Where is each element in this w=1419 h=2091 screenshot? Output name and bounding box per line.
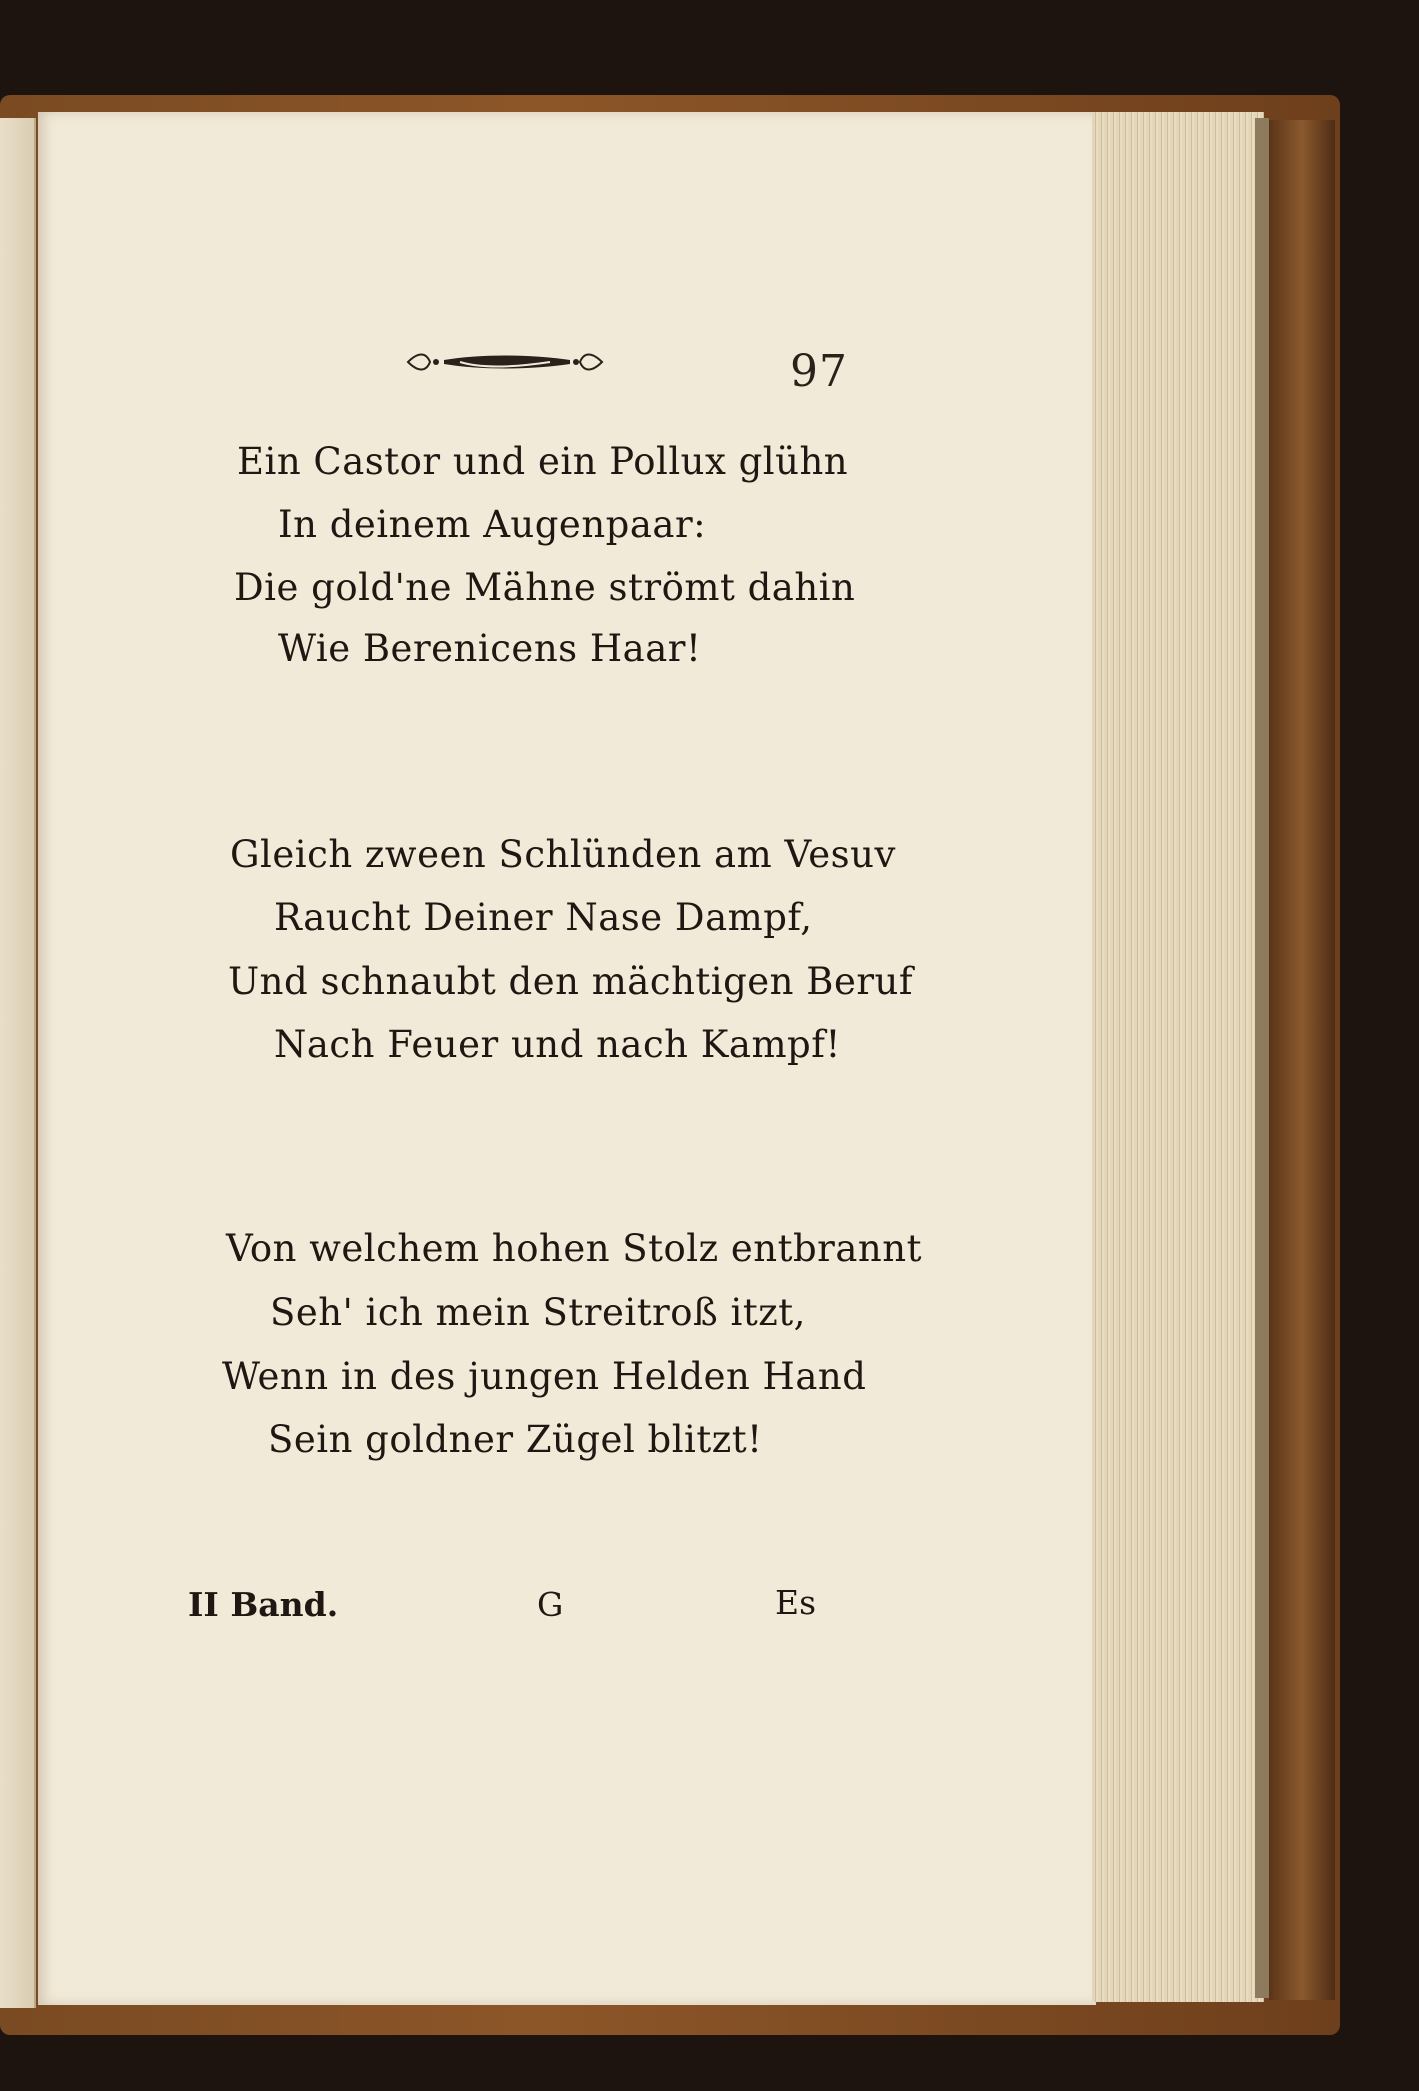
left-page-edge [0, 118, 36, 2008]
poem-line: Und schnaubt den mächtigen Beruf [228, 960, 914, 1003]
page-edges-shade [1255, 118, 1269, 1998]
poem-line: Wie Berenicens Haar! [278, 627, 702, 670]
catchword: Es [775, 1583, 817, 1622]
poem-line: In deinem Augenpaar: [278, 503, 707, 546]
poem-line: Sein goldner Zügel blitzt! [268, 1418, 763, 1461]
book-binding-edge [1269, 120, 1335, 2000]
poem-line: Von welchem hohen Stolz entbrannt [226, 1227, 922, 1270]
poem-line: Ein Castor und ein Pollux glühn [237, 440, 849, 483]
poem-line: Nach Feuer und nach Kampf! [274, 1023, 841, 1066]
page-edges [1092, 112, 1264, 2002]
poem-line: Die gold'ne Mähne strömt dahin [234, 566, 856, 609]
poem-line: Gleich zween Schlünden am Vesuv [230, 833, 896, 876]
poem-line: Raucht Deiner Nase Dampf, [274, 896, 813, 939]
poem-line: Wenn in des jungen Helden Hand [222, 1355, 867, 1398]
volume-signature: II Band. [188, 1585, 339, 1624]
signature-mark: G [537, 1585, 564, 1624]
page-number: 97 [790, 346, 848, 397]
poem-line: Seh' ich mein Streitroß itzt, [270, 1291, 806, 1334]
floral-rule-ornament-icon [400, 338, 610, 386]
